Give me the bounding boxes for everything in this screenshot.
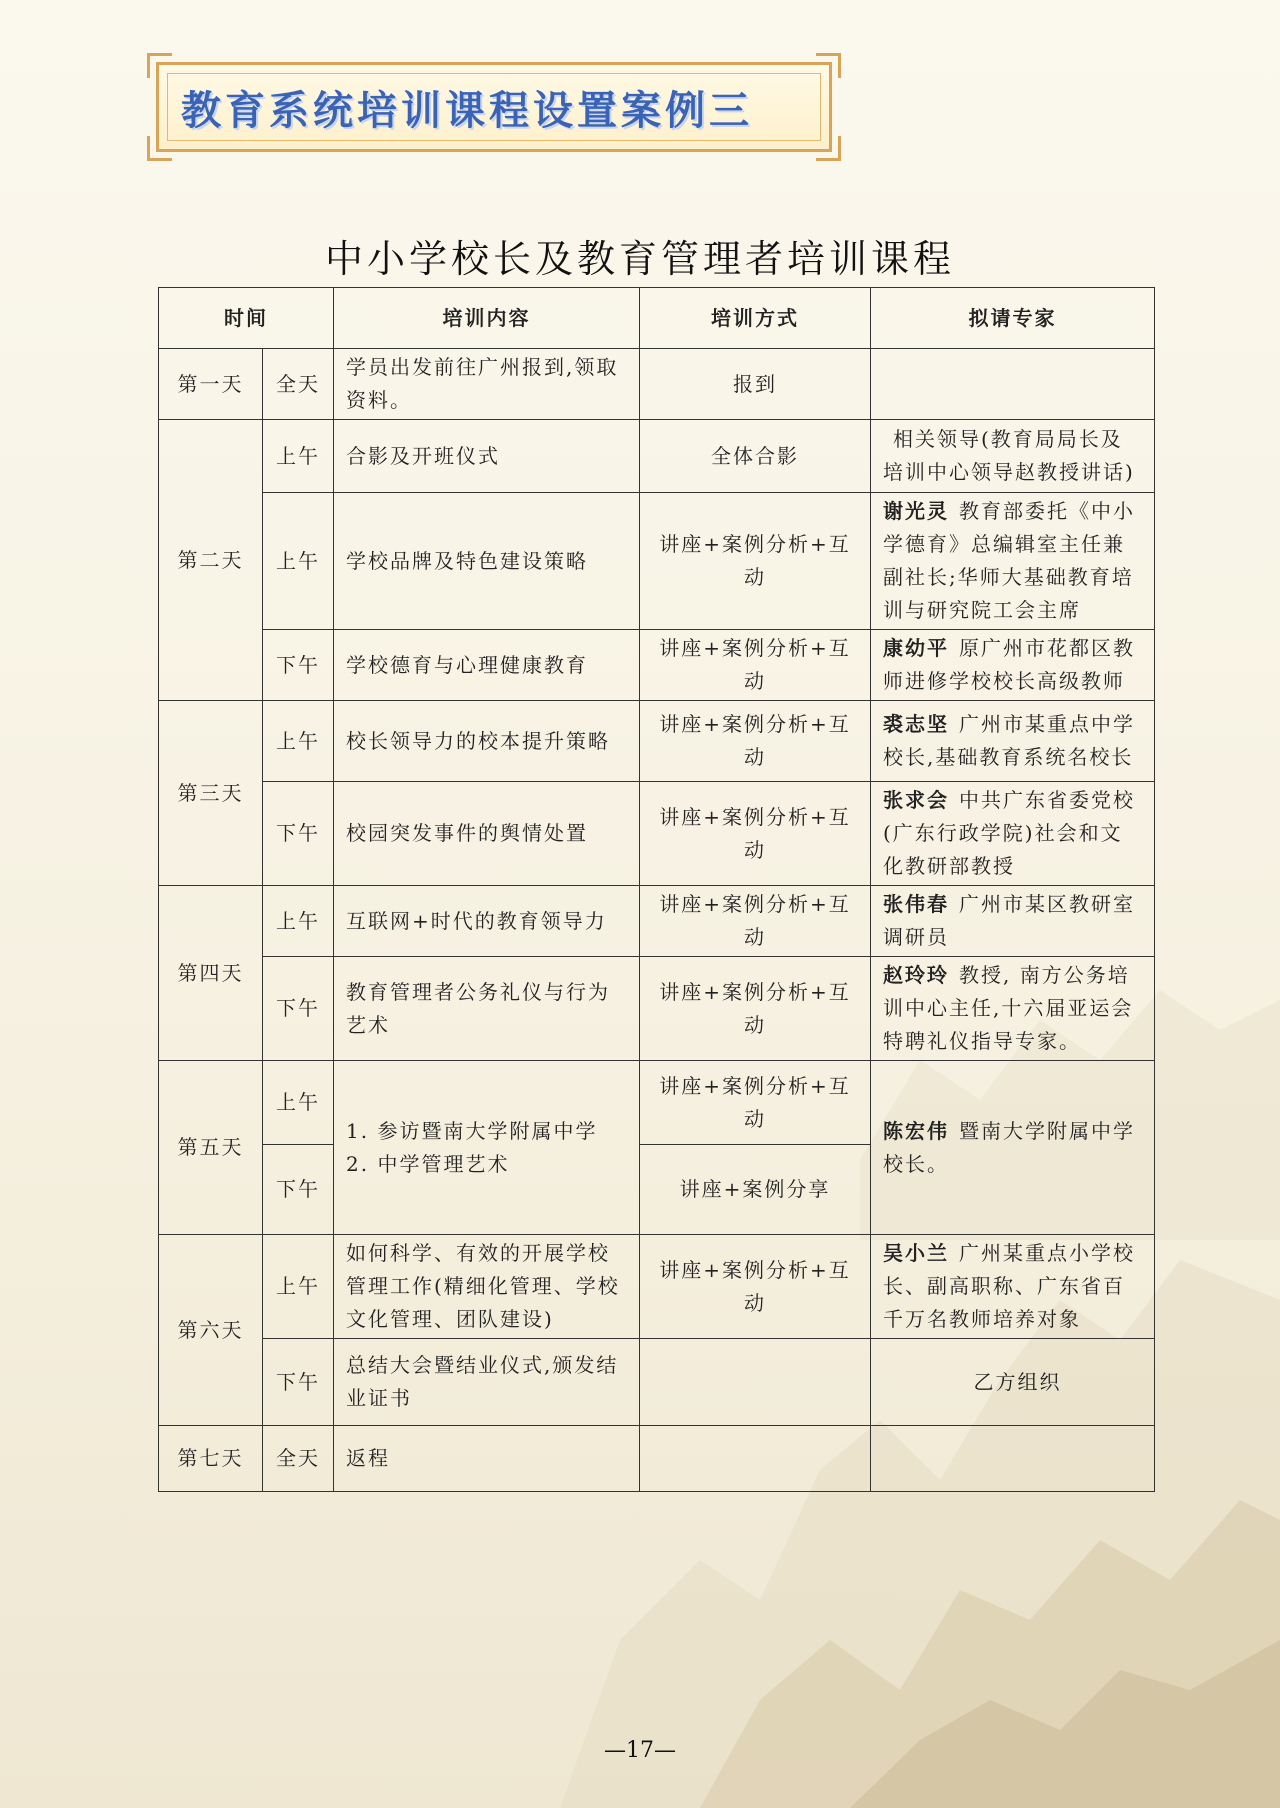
expert-cell	[871, 420, 1155, 493]
table-row	[159, 493, 1155, 630]
header-time: 时间	[159, 288, 334, 349]
expert-desc: 广州市某区教研室调研员	[883, 892, 1135, 949]
table-row	[159, 701, 1155, 782]
slot-cell: 下午	[263, 957, 334, 1061]
expert-cell	[871, 493, 1155, 630]
method-cell: 讲座+案例分析+互动	[640, 493, 871, 630]
slot-cell: 全天	[263, 349, 334, 420]
slot-cell: 下午	[263, 782, 334, 886]
header-method: 培训方式	[640, 288, 871, 349]
method-cell: 全体合影	[640, 420, 871, 493]
expert-desc: 暨南大学附属中学校长。	[883, 1118, 1135, 1176]
expert-desc: 中共广东省委党校(广东行政学院)社会和文化教研部教授	[883, 788, 1135, 878]
expert-name: 张求会	[883, 788, 949, 812]
expert-cell	[871, 1061, 1155, 1235]
slot-cell: 下午	[263, 630, 334, 701]
table-row	[159, 1339, 1155, 1426]
method-cell: 讲座+案例分析+互动	[640, 957, 871, 1061]
day-label: 第三天	[159, 701, 263, 886]
expert-name: 陈宏伟	[883, 1118, 949, 1143]
expert-name: 赵玲玲	[883, 963, 949, 987]
slot-cell: 上午	[263, 701, 334, 782]
day-label: 第五天	[159, 1061, 263, 1235]
expert-name: 吴小兰	[883, 1241, 949, 1265]
section-banner	[156, 62, 832, 152]
day-label: 第一天	[159, 349, 263, 420]
header-content: 培训内容	[334, 288, 640, 349]
content-cell: 学校德育与心理健康教育	[334, 630, 640, 701]
table-row	[159, 1235, 1155, 1339]
expert-cell	[871, 782, 1155, 886]
content-cell: 教育管理者公务礼仪与行为艺术	[334, 957, 640, 1061]
table-header-row	[159, 288, 1155, 349]
expert-desc: 相关领导(教育局局长及培训中心领导赵教授讲话)	[883, 427, 1135, 484]
method-cell	[640, 1339, 871, 1426]
content-cell: 学校品牌及特色建设策略	[334, 493, 640, 630]
content-cell: 校长领导力的校本提升策略	[334, 701, 640, 782]
expert-desc: 教授, 南方公务培训中心主任,十六届亚运会特聘礼仪指导专家。	[883, 963, 1134, 1053]
table-row	[159, 957, 1155, 1061]
expert-desc: 原广州市花都区教师进修学校校长高级教师	[883, 636, 1135, 693]
method-cell: 报到	[640, 349, 871, 420]
content-cell: 总结大会暨结业仪式,颁发结业证书	[334, 1339, 640, 1426]
page-number: —17—	[604, 1738, 676, 1763]
expert-name: 裘志坚	[883, 712, 949, 736]
slot-cell: 全天	[263, 1426, 334, 1492]
method-cell: 讲座+案例分析+互动	[640, 886, 871, 957]
content-cell: 互联网+时代的教育领导力	[334, 886, 640, 957]
expert-cell	[871, 1339, 1155, 1426]
method-cell: 讲座+案例分析+互动	[640, 701, 871, 782]
table-row	[159, 349, 1155, 420]
banner-corner-ornament	[816, 53, 841, 78]
expert-desc: 乙方组织	[973, 1369, 1062, 1394]
day-label: 第四天	[159, 886, 263, 1061]
content-line: 1. 参访暨南大学附属中学	[346, 1118, 598, 1143]
day-label: 第六天	[159, 1235, 263, 1426]
banner-corner-ornament	[147, 53, 172, 78]
slot-cell: 上午	[263, 1235, 334, 1339]
banner-title: 教育系统培训课程设置案例三	[181, 88, 753, 134]
banner-corner-ornament	[816, 136, 841, 161]
slot-cell: 下午	[263, 1145, 334, 1235]
method-cell: 讲座+案例分析+互动	[640, 630, 871, 701]
table-row	[159, 886, 1155, 957]
slot-cell: 上午	[263, 420, 334, 493]
content-cell: 如何科学、有效的开展学校管理工作(精细化管理、学校文化管理、团队建设)	[334, 1235, 640, 1339]
method-cell: 讲座+案例分析+互动	[640, 782, 871, 886]
content-line: 2. 中学管理艺术	[346, 1151, 510, 1176]
table-row	[159, 420, 1155, 493]
header-expert: 拟请专家	[871, 288, 1155, 349]
table-row	[159, 630, 1155, 701]
expert-name: 谢光灵	[883, 499, 949, 523]
day-label: 第二天	[159, 420, 263, 701]
expert-cell	[871, 1235, 1155, 1339]
content-cell	[334, 1061, 640, 1235]
expert-desc: 教育部委托《中小学德育》总编辑室主任兼副社长;华师大基础教育培训与研究院工会主席	[883, 499, 1135, 622]
slot-cell: 上午	[263, 1061, 334, 1145]
expert-desc: 广州某重点小学校长、副高职称、广东省百千万名教师培养对象	[883, 1241, 1135, 1331]
table-row	[159, 782, 1155, 886]
banner-corner-ornament	[147, 136, 172, 161]
day-label: 第七天	[159, 1426, 263, 1492]
expert-cell	[871, 886, 1155, 957]
method-cell: 讲座+案例分析+互动	[640, 1061, 871, 1145]
schedule-table	[158, 287, 1155, 1492]
expert-cell	[871, 630, 1155, 701]
expert-name: 张伟春	[883, 892, 949, 916]
content-cell: 学员出发前往广州报到,领取资料。	[334, 349, 640, 420]
method-cell: 讲座+案例分享	[640, 1145, 871, 1235]
expert-cell	[871, 1426, 1155, 1492]
slot-cell: 下午	[263, 1339, 334, 1426]
content-cell: 返程	[334, 1426, 640, 1492]
expert-cell	[871, 701, 1155, 782]
expert-cell	[871, 349, 1155, 420]
content-cell: 校园突发事件的舆情处置	[334, 782, 640, 886]
expert-name: 康幼平	[883, 636, 949, 660]
expert-desc: 广州市某重点中学校长,基础教育系统名校长	[883, 712, 1135, 769]
page-title: 中小学校长及教育管理者培训课程	[324, 237, 955, 281]
table-row	[159, 1426, 1155, 1492]
slot-cell: 上午	[263, 493, 334, 630]
expert-cell	[871, 957, 1155, 1061]
method-cell: 讲座+案例分析+互动	[640, 1235, 871, 1339]
slot-cell: 上午	[263, 886, 334, 957]
method-cell	[640, 1426, 871, 1492]
table-row	[159, 1061, 1155, 1145]
content-cell: 合影及开班仪式	[334, 420, 640, 493]
